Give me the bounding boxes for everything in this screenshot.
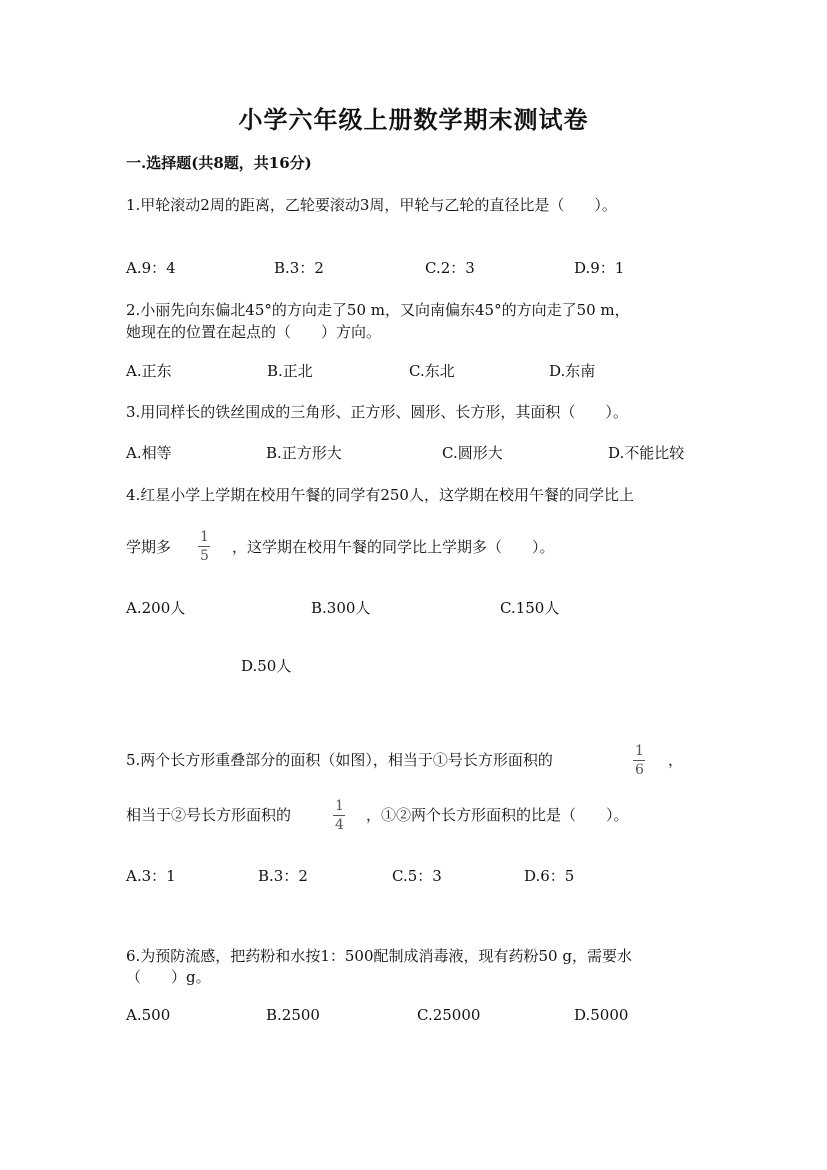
fraction-one-sixth [633,744,646,777]
fraction-bar [198,546,210,547]
question-5-line-1-prefix: 5.两个长方形重叠部分的面积（如图），相当于①号长方形面积的 [126,751,553,769]
question-4-line-1: 4.红星小学上学期在校用午餐的同学有250人，这学期在校用午餐的同学比上 [126,486,634,504]
question-1-option-c: C.2：3 [425,259,475,277]
question-6-option-d: D.5000 [574,1006,629,1024]
question-2-option-c: C.东北 [409,362,455,380]
question-6-option-b: B.2500 [266,1006,320,1024]
question-5-line-2-prefix: 相当于②号长方形面积的 [126,806,292,824]
section-heading: 一.选择题(共8题，共16分) [126,154,312,172]
question-6-line-1: 6.为预防流感，把药粉和水按1：500配制成消毒液，现有药粉50 g，需要水 [126,947,632,965]
question-3-text: 3.用同样长的铁丝围成的三角形、正方形、圆形、长方形，其面积（ ）。 [126,403,628,421]
question-6-line-2: （ ）g。 [126,968,211,986]
question-3-option-c: C.圆形大 [442,444,503,462]
question-2-line-2: 她现在的位置在起点的（ ）方向。 [126,323,382,341]
question-2-option-b: B.正北 [267,362,313,380]
question-5-line-1-suffix: ， [668,751,684,769]
fraction-denominator: 5 [200,548,209,564]
question-2-line-1: 2.小丽先向东偏北45°的方向走了50 m，又向南偏东45°的方向走了50 m， [126,301,630,319]
question-3-option-a: A.相等 [126,444,172,462]
question-2-option-d: D.东南 [549,362,596,380]
question-5-option-a: A.3：1 [126,867,176,885]
question-3-option-b: B.正方形大 [266,444,342,462]
question-4-line-2-suffix: ，这学期在校用午餐的同学比上学期多（ ）。 [232,538,555,556]
question-5-option-c: C.5：3 [392,867,442,885]
question-5-line-2-suffix: ，①②两个长方形面积的比是（ ）。 [366,806,629,824]
fraction-denominator: 4 [335,817,344,833]
fraction-denominator: 6 [635,762,644,778]
question-1-option-a: A.9：4 [126,259,176,277]
question-4-option-b: B.300人 [311,599,371,617]
question-2-option-a: A.正东 [126,362,172,380]
fraction-one-fifth [198,530,211,563]
question-1-option-b: B.3：2 [274,259,324,277]
question-4-option-d: D.50人 [241,657,292,675]
fraction-numerator: 1 [635,743,644,759]
question-3-option-d: D.不能比较 [608,444,685,462]
question-4-line-2-prefix: 学期多 [126,538,172,556]
fraction-bar [333,815,345,816]
fraction-numerator: 1 [200,529,209,545]
question-1-option-d: D.9：1 [574,259,625,277]
question-4-option-a: A.200人 [126,599,186,617]
fraction-one-quarter [333,799,346,832]
question-4-option-c: C.150人 [500,599,560,617]
question-5-option-d: D.6：5 [524,867,575,885]
exam-title: 小学六年级上册数学期末测试卷 [238,105,589,134]
question-5-option-b: B.3：2 [258,867,308,885]
fraction-numerator: 1 [335,798,344,814]
question-6-option-a: A.500 [126,1006,171,1024]
question-6-option-c: C.25000 [417,1006,481,1024]
fraction-bar [633,760,645,761]
question-1-text: 1.甲轮滚动2周的距离，乙轮要滚动3周，甲轮与乙轮的直径比是（ ）。 [126,196,617,214]
